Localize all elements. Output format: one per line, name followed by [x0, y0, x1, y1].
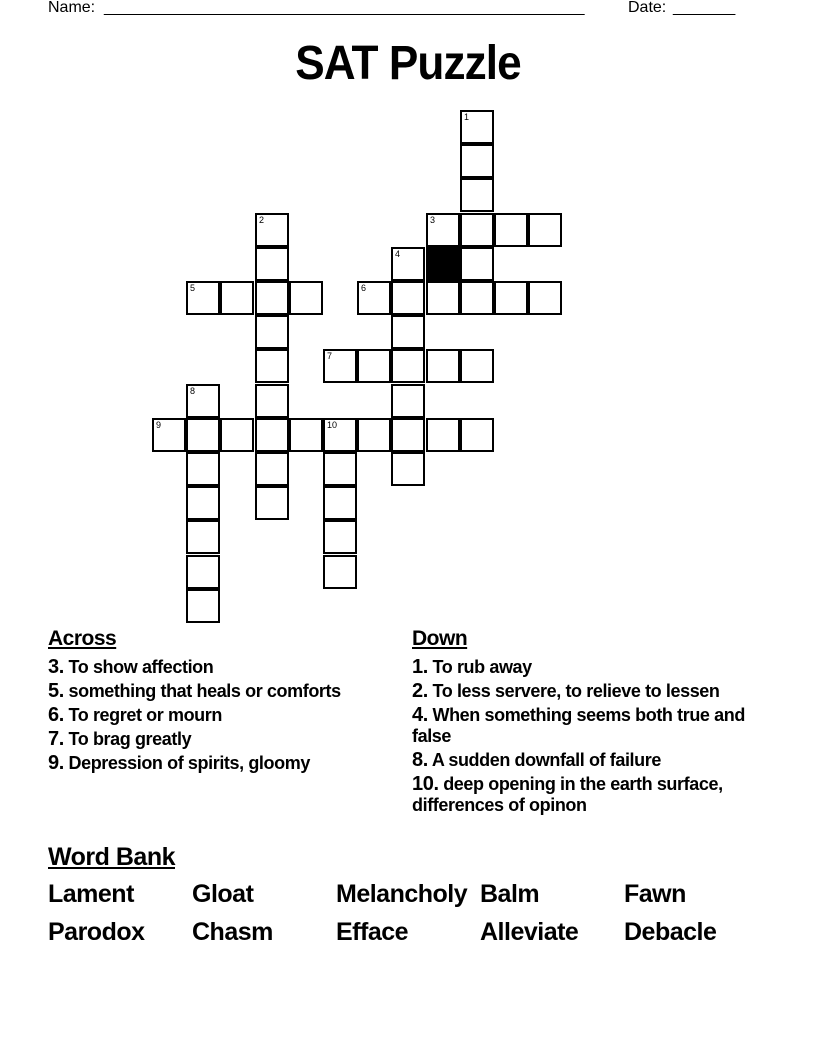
grid-cell[interactable] [391, 281, 425, 315]
grid-cell[interactable] [357, 349, 391, 383]
word-bank-word: Fawn [624, 880, 686, 908]
name-label: Name: [48, 0, 96, 16]
clue-text: To brag greatly [63, 729, 192, 749]
grid-cell[interactable] [255, 213, 289, 247]
clue-text: To less servere, to relieve to lessen [427, 681, 720, 701]
grid-cell[interactable] [460, 418, 494, 452]
grid-cell[interactable] [152, 418, 186, 452]
grid-cell[interactable] [186, 589, 220, 623]
grid-cell[interactable] [220, 281, 254, 315]
grid-cell[interactable] [186, 452, 220, 486]
word-bank-word: Lament [48, 880, 134, 908]
cell-number: 8 [190, 386, 196, 396]
clue-text: A sudden downfall of failure [427, 750, 661, 770]
grid-cell[interactable] [289, 418, 323, 452]
across-clue [48, 657, 388, 678]
grid-cell[interactable] [186, 486, 220, 520]
cell-number: 5 [190, 283, 196, 293]
grid-cell[interactable] [289, 281, 323, 315]
clue-text: To rub away [427, 657, 532, 677]
clue-number: 1. [412, 656, 428, 678]
grid-cell[interactable] [186, 520, 220, 554]
across-clue [48, 705, 388, 726]
across-clue [48, 753, 388, 774]
grid-cell[interactable] [186, 384, 220, 418]
grid-cell[interactable] [255, 247, 289, 281]
grid-cell[interactable] [426, 213, 460, 247]
grid-cell[interactable] [460, 213, 494, 247]
clue-text: When something seems both true and false [412, 705, 745, 746]
word-bank-heading: Word Bank [48, 843, 175, 871]
grid-cell[interactable] [186, 281, 220, 315]
grid-cell[interactable] [391, 349, 425, 383]
clue-text: To show affection [63, 657, 214, 677]
grid-cell[interactable] [186, 555, 220, 589]
cell-number: 10 [327, 420, 338, 430]
down-clue [412, 657, 762, 678]
word-bank-word: Debacle [624, 918, 717, 946]
page-title: SAT Puzzle [295, 37, 521, 90]
down-clue [412, 705, 762, 747]
cell-number: 3 [430, 215, 436, 225]
grid-cell[interactable] [220, 418, 254, 452]
down-clue [412, 750, 762, 771]
word-bank-word: Melancholy [336, 880, 468, 908]
name-field[interactable]: ______________________________________________________ [104, 0, 585, 16]
grid-cell[interactable] [255, 418, 289, 452]
clue-number: 4. [412, 704, 428, 726]
grid-cell[interactable] [460, 247, 494, 281]
grid-cell[interactable] [186, 418, 220, 452]
grid-cell[interactable] [426, 349, 460, 383]
grid-cell[interactable] [460, 281, 494, 315]
grid-cell[interactable] [528, 281, 562, 315]
across-clue-list [48, 657, 388, 777]
grid-cell[interactable] [391, 418, 425, 452]
cell-number: 9 [156, 420, 162, 430]
grid-cell[interactable] [323, 555, 357, 589]
grid-cell[interactable] [391, 384, 425, 418]
cell-number: 1 [464, 112, 470, 122]
cell-number: 6 [361, 283, 367, 293]
grid-cell[interactable] [323, 520, 357, 554]
clue-number: 8. [412, 749, 428, 771]
grid-cell[interactable] [494, 281, 528, 315]
grid-cell[interactable] [494, 213, 528, 247]
clue-text: deep opening in the earth surface, differences of opinon [412, 774, 723, 815]
across-clue [48, 729, 388, 750]
date-label: Date: [628, 0, 667, 16]
grid-cell[interactable] [357, 418, 391, 452]
black-cell [426, 247, 460, 281]
cell-number: 2 [259, 215, 265, 225]
word-bank-word: Efface [336, 918, 409, 946]
clue-number: 9. [48, 752, 64, 774]
grid-cell[interactable] [323, 349, 357, 383]
across-clue [48, 681, 388, 702]
clue-number: 10. [412, 773, 439, 795]
across-heading: Across [48, 627, 117, 650]
grid-cell[interactable] [426, 418, 460, 452]
grid-cell[interactable] [255, 349, 289, 383]
grid-cell[interactable] [323, 452, 357, 486]
grid-cell[interactable] [255, 486, 289, 520]
grid-cell[interactable] [323, 418, 357, 452]
word-bank-word: Balm [480, 880, 540, 908]
clue-number: 3. [48, 656, 64, 678]
clue-text: something that heals or comforts [63, 681, 341, 701]
clue-number: 7. [48, 728, 64, 750]
grid-cell[interactable] [255, 384, 289, 418]
clue-text: Depression of spirits, gloomy [63, 753, 310, 773]
grid-cell[interactable] [460, 110, 494, 144]
clue-number: 6. [48, 704, 64, 726]
down-clue-list [412, 657, 762, 819]
grid-cell[interactable] [255, 452, 289, 486]
grid-cell[interactable] [391, 247, 425, 281]
clue-number: 5. [48, 680, 64, 702]
down-heading: Down [412, 627, 468, 650]
grid-cell[interactable] [391, 452, 425, 486]
date-field[interactable]: _______ [673, 0, 736, 16]
clue-text: To regret or mourn [63, 705, 222, 725]
grid-cell[interactable] [460, 349, 494, 383]
word-bank-word: Alleviate [480, 918, 579, 946]
grid-cell[interactable] [460, 178, 494, 212]
word-bank-word: Chasm [192, 918, 273, 946]
grid-cell[interactable] [528, 213, 562, 247]
grid-cell[interactable] [391, 315, 425, 349]
grid-cell[interactable] [460, 144, 494, 178]
down-clue [412, 681, 762, 702]
word-bank-word: Gloat [192, 880, 254, 908]
clue-number: 2. [412, 680, 428, 702]
grid-cell[interactable] [255, 315, 289, 349]
grid-cell[interactable] [426, 281, 460, 315]
grid-cell[interactable] [323, 486, 357, 520]
grid-cell[interactable] [357, 281, 391, 315]
word-bank-word: Parodox [48, 918, 145, 946]
cell-number: 4 [395, 249, 401, 259]
down-clue [412, 774, 762, 816]
cell-number: 7 [327, 351, 333, 361]
grid-cell[interactable] [255, 281, 289, 315]
